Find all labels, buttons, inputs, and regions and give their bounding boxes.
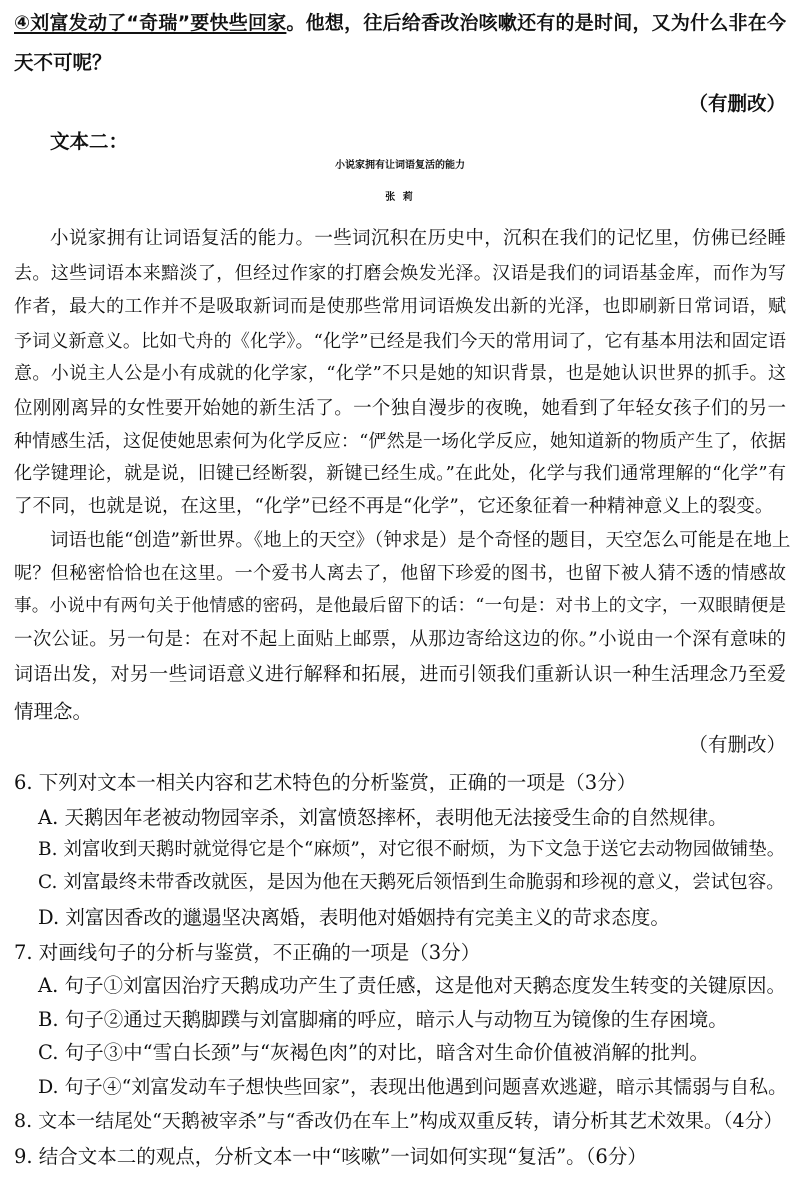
question-7-stem: 7. 对画线句子的分析与鉴赏，不正确的一项是（3分） — [14, 941, 481, 964]
text2-para1-line: 位刚刚离异的女性要开始她的新生活了。一个独自漫步的夜晚，她看到了年轻女孩子们的另一 — [14, 398, 786, 419]
text2-source-note: （有删改） — [688, 733, 786, 756]
question-7-option-a: A. 句子①刘富因治疗天鹅成功产生了责任感，这是他对天鹅态度发生转变的关键原因。 — [38, 974, 786, 997]
text1-closing-line-2: 天不可呢？ — [14, 51, 112, 74]
text2-para2-line: 一次公证。另一句是：在对不起上面贴上邮票，从那边寄给这边的你。”小说由一个深有意味的 — [14, 629, 786, 650]
text2-para2-line: 情理念。 — [14, 700, 93, 723]
text2-heading: 文本二： — [50, 130, 129, 153]
question-6-option-c: C. 刘富最终未带香改就医，是因为他在天鹅死后领悟到生命脆弱和珍视的意义，尝试包容。 — [38, 872, 785, 893]
text2-title: 小说家拥有让词语复活的能力 — [335, 160, 465, 171]
text2-para2-line: 事。小说中有两句关于他情感的密码，是他最后留下的话：“一句是：对书上的文字，一双眼睛便是 — [14, 596, 786, 616]
question-9: 9. 结合文本二的观点，分析文本一中“咳嗽”一词如何实现“复活”。（6分） — [14, 1145, 647, 1168]
text2-para1-line: 化学键理论，就是说，旧键已经断裂，新键已经生成。”在此处，化学与我们通常理解的“化学”有 — [14, 463, 786, 484]
text2-para1-line: 种情感生活，这促使她思索何为化学反应：“俨然是一场化学反应，她知道新的物质产生了，依据 — [14, 431, 786, 452]
question-6-option-b: B. 刘富收到天鹅时就觉得它是个“麻烦”，对它很不耐烦，为下文急于送它去动物园做铺垫。 — [38, 839, 786, 860]
question-8: 8. 文本一结尾处“天鹅被宰杀”与“香改仍在车上”构成双重反转，请分析其艺术效果。（4分） — [14, 1110, 783, 1132]
text2-para2-line: 呢？但秘密恰恰也在这里。一个爱书人离去了，他留下珍爱的图书，也留下被人猜不透的情感故 — [14, 563, 786, 584]
text1-source-note: （有删改） — [688, 92, 786, 115]
question-7-option-d: D. 句子④“刘富发动车子想快些回家”，表现出他遇到问题喜欢逃避，暗示其懦弱与自私。 — [38, 1076, 788, 1098]
text2-para1-line: 去。这些词语本来黯淡了，但经过作家的打磨会焕发光泽。汉语是我们的词语基金库，而作为写 — [14, 263, 786, 284]
text2-para1-line: 予词义新意义。比如弋舟的《化学》。“化学”已经是我们今天的常用词了，它有基本用法和固定语 — [14, 331, 786, 352]
text2-para1-line: 意。小说主人公是小有成就的化学家，“化学”不只是她的知识背景，也是她认识世界的抓手。这 — [14, 363, 786, 384]
text2-para1-line: 小说家拥有让词语复活的能力。一些词沉积在历史中，沉积在我们的记忆里，仿佛已经睡 — [50, 228, 786, 249]
text2-para1-line: 作者，最大的工作并不是吸取新词而是使那些常用词语焕发出新的光泽，也即刷新日常词语，赋 — [14, 296, 786, 317]
text2-author: 张 莉 — [385, 192, 415, 203]
question-6-option-a: A. 天鹅因年老被动物园宰杀，刘富愤怒摔杯，表明他无法接受生命的自然规律。 — [38, 806, 728, 829]
question-7-option-c: C. 句子③中“雪白长颈”与“灰褐色肉”的对比，暗含对生命价值被消解的批判。 — [38, 1041, 709, 1064]
text1-closing-line-1-rest: 。他想，往后给香改治咳嗽还有的是时间，又为什么非在今 — [286, 12, 786, 34]
question-7-option-b: B. 句子②通过天鹅脚蹼与刘富脚痛的呼应，暗示人与动物互为镜像的生存困境。 — [38, 1008, 728, 1031]
text2-para1-line: 了不同，也就是说，在这里，“化学”已经不再是“化学”，它还象征着一种精神意义上的裂变。 — [14, 496, 774, 517]
text1-closing-line-1 — [14, 12, 786, 35]
underlined-sentence-4: ④刘富发动了“奇瑞”要快些回家 — [14, 12, 287, 34]
text2-para2-line: 词语也能“创造”新世界。《地上的天空》（钟求是）是个奇怪的题目，天空怎么可能是在地上 — [50, 530, 791, 551]
question-6-stem: 6. 下列对文本一相关内容和艺术特色的分析鉴赏，正确的一项是（3分） — [14, 771, 637, 794]
text2-para2-line: 词语出发，对另一些词语意义进行解释和拓展，进而引领我们重新认识一种生活理念乃至爱 — [14, 663, 786, 685]
question-6-option-d: D. 刘富因香改的邋遢坚决离婚，表明他对婚姻持有完美主义的苛求态度。 — [38, 906, 670, 929]
